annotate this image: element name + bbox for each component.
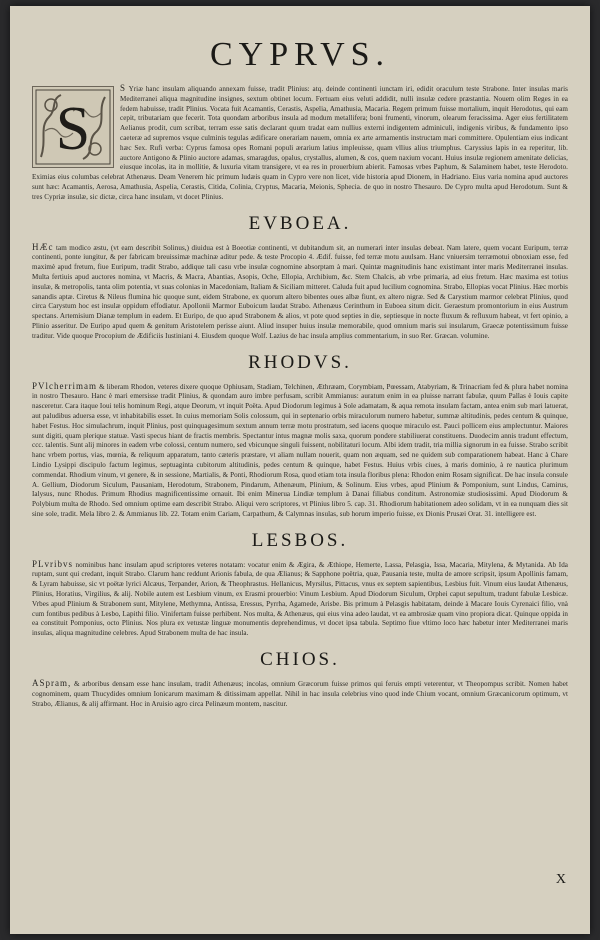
section-rhodus xyxy=(32,352,568,520)
cyprus-paragraph: Yriæ hanc insulam aliquando annexam fuisse, tradit Plinius: atq. deinde continenti iunctam iri, edidit oraculum teste Strabone. Inter insulas maris Mediterranei aliqua magnitudine insignes, sextum obtinet locum. Fertuam eius veluti addidit, nulli insulæ cedere præstantia. Nouem olim Reges in ea fedem habuisse, tradit Plinius. Vocata fuit Acamantis, Cerastis, Aspelia, Amathusia, Macaria. Regem primum fuisse mortalium, inquit Herodotus, qui eam cepit, tributariam que fecerit. Tota quondam arboribus insula ad modum metallifera; boni frumenti, vinorum, olearum feracissima. Ager eius fertilitatem Aelianus prodit, cum scribat, terram esse satis declarant quum tradat eam nullius externi indigentem adminiculi, indigenis viribus, & fundamento ipso caeteræ ad supremos vsque culminis tegulas ædificare onerariam nauem, omnia ex arte armamentis instructam mari committere. Opulentiam eius indicant hæc Sex. Rufi verba: Cyprus famosa opes Romani populi ærarium latius impleuisse, quam vllius alius triumphus. Caryssius lapis in ea reperitur, lib. auctore Antigono & Plinio auctore adamas, smaragdus, opalus, crystallus, alumen, & cos, quem naxium vocant. Huius insulæ regionem amenitate delicias, eiusque incolas, ita in mollitie, & luxuria vitam transigere, vt ea res in prouerbium abierit. Famosas vrbes Paphum, & Salaminem habet, teste Herodoto. Eximias eius columbas celebrat Athenæus. Deam Venerem hic primum ludæis quam in Cypro vere non licet, vide historia apud Dionem, in Hadriano. Eius varia nomina apud auctores sunt hæc: Acamantis, Aerosa, Amathusia, Aspelia, Cerastis, Citida, Colinia, Cryptus, Macaria, Meionis, Sphecia. de quo in nostro Thesauro. De Cypro multa apud Herodotum. Sunt & tres Cypriæ insulæ, sic dictæ, circa hanc insulam, vt docet Plinius. xyxy=(32,85,568,201)
euboea-text xyxy=(32,243,568,342)
svg-text:S: S xyxy=(55,95,91,163)
cyprus-initial: S xyxy=(120,83,127,93)
cyprus-body xyxy=(32,84,568,203)
page-content xyxy=(32,36,568,709)
lesbos-initial: PLvribvs xyxy=(32,558,74,569)
chios-paragraph: & arboribus densam esse hanc insulam, tradit Athenæus; incolas, omnium Græcorum fuisse primos qui feruis empti veterentur, vt Theopompus scribit. Nomen habet cognominem, quam Thucydides omnium Ionicarum maximam & ditissimam appellat. Nihil in hac insula celebrius vino quod inde Chium vocant, omnium Græcanicorum optimum, vt Strabo, Ælianus, & alij affirmant. Hoc in Aruisio agro circa Pelinæum montem, nascitur. xyxy=(32,680,568,708)
section-title-rhodus: RHODVS. xyxy=(248,351,352,373)
section-title-lesbos: LESBOS. xyxy=(251,529,349,551)
chios-initial: ASpram, xyxy=(32,678,72,689)
euboea-paragraph: tam modico æstu, (vt eam describit Solinus,) diuidua est à Boeotiæ continenti, vt dubitandum sit, an numerari inter insulas debeat. Nam latere, quem vocant Euripum, terræ continenti, ponte iungitur, & per fabricam breuissimæ machinæ aditur pede. & teste Procopio 4. Ædif. fuisse, fed terræ motu auulsam. Hanc vniuersim terræmotui obnoxiam esse, fed maximè apud fretum, fiue Euripum, tradit Strabo, addique tali casu vrbe insulæ cognomine absorptam à mari. Quintæ magnitudinis hanc existimant inter maris Mediterranei insulas. Multa fertiuis apud auctores nomina, vt Macris, & Macra, Abantias, Asopis, Oche, Ellopia, Archibium, &c. Stem Chalcis, ab vrbe primaria, ad eius fretum. Hæc maxima est totius insulæ, & metropolis, tanta olim potentia, vt suas colonias in Macedoniam, Italiam & Siciliam mitteret. Caluda fuit apud lucilium cognomina. Strabo, Ellopias vocat Plinius. Hæc morbis sanandis aptæ. Ciretus & Nileus flumina hic quoque sunt, eidem Strabone, ex quorum altero bibentes oues albæ fiunt, ex altero nigræ. Sed & Carystium marmor celebrat Plinius, quod circa Carystum hoc est insulæ oppidum effodiatur. Apollonii Marmor Euboicum laudat Strabo. Athenæus Cerinthum in Euboea situm dicit. Geraestum promontorium in eius Austrum spectans. Artemisium Dianæ templum in eadem. Et Euripo, de quo apud Strabonem & alios, vt pote quod septies in die, septiesque in nocte fluxum & refluxum habeat, vt fert opinio, a Plinio asseritur. De Euripo apud quem & genitum Aristotelem perisse aiunt. Aliud insuper huius insulæ memorabile, quod omnium maris sui insularum, Graecæ potentissimum fuisse traditur. Vide quoque Procopium de Ædificiis Iustiniani 4. Eiusdem quoque Wolf. Lazius de hac insula amplius commentarium, in suo Rer. Græcan. volumine. xyxy=(32,243,568,340)
page-number: X xyxy=(555,872,566,887)
section-chios xyxy=(32,649,568,709)
section-euboea xyxy=(32,213,568,342)
section-lesbos xyxy=(32,530,568,639)
lesbos-paragraph: nominibus hanc insulam apud scriptores veteres notatam: vocatur enim & Ægira, & Æthiope, Hemerte, Lassa, Pelasgia, Issa, Macaria, Mitylena, & Mytanida. Ab Ida ruptam, sunt qui credant, inquit Strabo. Clarum hanc reddunt Arionis fabula, de qua Ælianus; & Sapphone poëtria, quæ, Pausania teste, multa de amore scripsit, ipsum Apollinis famam, & Lyram habuisse, sic vt poëtæ lyrici Alcæus, Terpander, Arion, & Theophrastus. Hellanicus, Myrsilus, Pittacus, vnus ex septem sapientibus, Lesbius fuit. Vinum eius laudat Athenæus, Plinius, Horatius, Virgilius, & alij. Nobile autem est Lesbium vinum, ex Erasmi prouerbio: Vinum Lesbium. Apud Diodorum Siculum, Orphei caput sepultum, tradunt fabulæ Lesbicæ. Vrbes apud Plinium & Strabonem sunt, Mitylene, Methymna, Antissa, Eressus, Pyrrha, Agamede, Arisbe. Bis primum à Pelasgis habitatam, deinde à Macare Iouis Cyrenaici filio, vnà cum fontibus pedibus à Lesbo, Lapithi filio. Vinifertam fuisse perhibent. Nos multa, & Athenæus, qui eius vina adeo laudat, vt ea ambrosiæ quam vino propiora dicat. Quinque oppida in ea constituit Pomponius, octo Plinius. Nos plura ex vetustæ linguæ monumentis deprehendimus, vt docet ipsa tabula. Septimo fiue vltimo loco hæc habetur inter Mediterranei maris insulas, aliqua magnitudine celebres. Apud Strabonem multa de hac insula. xyxy=(32,560,568,638)
section-cyprus xyxy=(32,36,568,203)
rhodus-text xyxy=(32,382,568,520)
chios-text xyxy=(32,679,568,709)
rhodus-initial: PVlcherrimam xyxy=(32,380,97,391)
atlas-page xyxy=(10,6,590,934)
section-title-chios: CHIOS. xyxy=(260,649,340,671)
euboea-initial: HÆc xyxy=(32,241,54,252)
section-title-cyprus: CYPRVS. xyxy=(209,36,391,73)
lesbos-text xyxy=(32,560,568,639)
section-title-euboea: EVBOEA. xyxy=(248,212,352,234)
ornamental-initial-s-icon xyxy=(32,86,114,168)
rhodus-paragraph: & liberam Rhodon, veteres dixere quoque Ophiusam, Stadiam, Telchinen, Æthræam, Corymbiam, Pœessam, Atabyriam, & Trinacriam fed & plura habet nomina in nostro Thesauro. Hanc è mari emersisse tradit Plinius, & quondam auro imbre perfusam, scribit Ammianus: auratum enim in ea pluisse narrant fabulæ, quum Pallas è Iouis capite nasceretur. Cara itaque Ioui telis hominum Regi, atque Deorum, vt inquit Poëta. Apud Diodorum legimus à Sole adamatam, & aqua remota insulam factam, antea enim sub mari latuerat, aut paludibus aduersa esse, vt inhabitabilis esset. In cuius memoriam Solis colossum, qui in septenario orbis miraculorum numero habetur, summæ altitudinis, pedes centum & quinque, habet Festus. Hoc simulachrum, inquit Plinius, post quinquagesimum sextum annum terræ motu prostratum, sed iacens quoque miraculo est. Pauci pollicem eius amplectuntur. Maiores sunt digiti, quam plerique statuæ. Vasti specus hiant de fractis membris. Spectantur intus magnæ molis saxa, quorum pondere stabiliuerat constituens. Duodecim annis tradunt effectum, ccc. talentis. Sunt alij minores in eadem vrbe colossi, centum numero, sed vbicunque singuli fuissent, nobilitaturi locum. Albi idem tradit, tria millia signorum in ea fuisse. Strabo scribit hanc vrbem portus, vias, mœnia, & reliquum apparatum, tanto cæteris præstare, vt aliam nullam nouerit, quam non æquam, sed ne quidem sub comparationem habeat. Hanc à Chare Lindio Lysippi discipulo factum legimus, septuaginta cubitorum altitudinis, pedes centum & quinque, habet Festus. Huius vrbis ciues, à maris dominio, à re nautica plurimum commendat. Rhodium vinum, vt genere, & in sessione, Martialis, & Ponti, Rhodiorum Rosa, quod etiam tota insula floribus plena: Rhodon enim Rosam significat. De hac insula consule A. Gellium, Diodorum Siculum, Pausaniam, Herodotum, Strabonem, Pindarum, Athenæum, Plinium, & Solinum. Eius vrbes, apud Plinium & Pomponium, sunt Lindus, Camirus, Ialysus, nunc Rhodus. Primum Rhodius magnificentissime ornauit. Ibi enim Minerua Lindiæ templum à Danai filiabus conditum. Astronomiæ studiosissimi. Apud Diodorum & Polybium multa de Rhodo. Sed omnium optime eam describit Strabo. Aliqui vero scriptores, vt Plinius libro 5. cap. 31. Rhodiorum habitationem adeo solidam, vt in ea nunquam dies sit sine sole, tradit. Mela libro 2. & Ammianus lib. 22. Totam enim Cariam, Carpathum, & Calymnas insulas, sub horum imperio fuisse, ex Dionis Prusæi Orat. 31. intelligere est. xyxy=(32,382,569,518)
